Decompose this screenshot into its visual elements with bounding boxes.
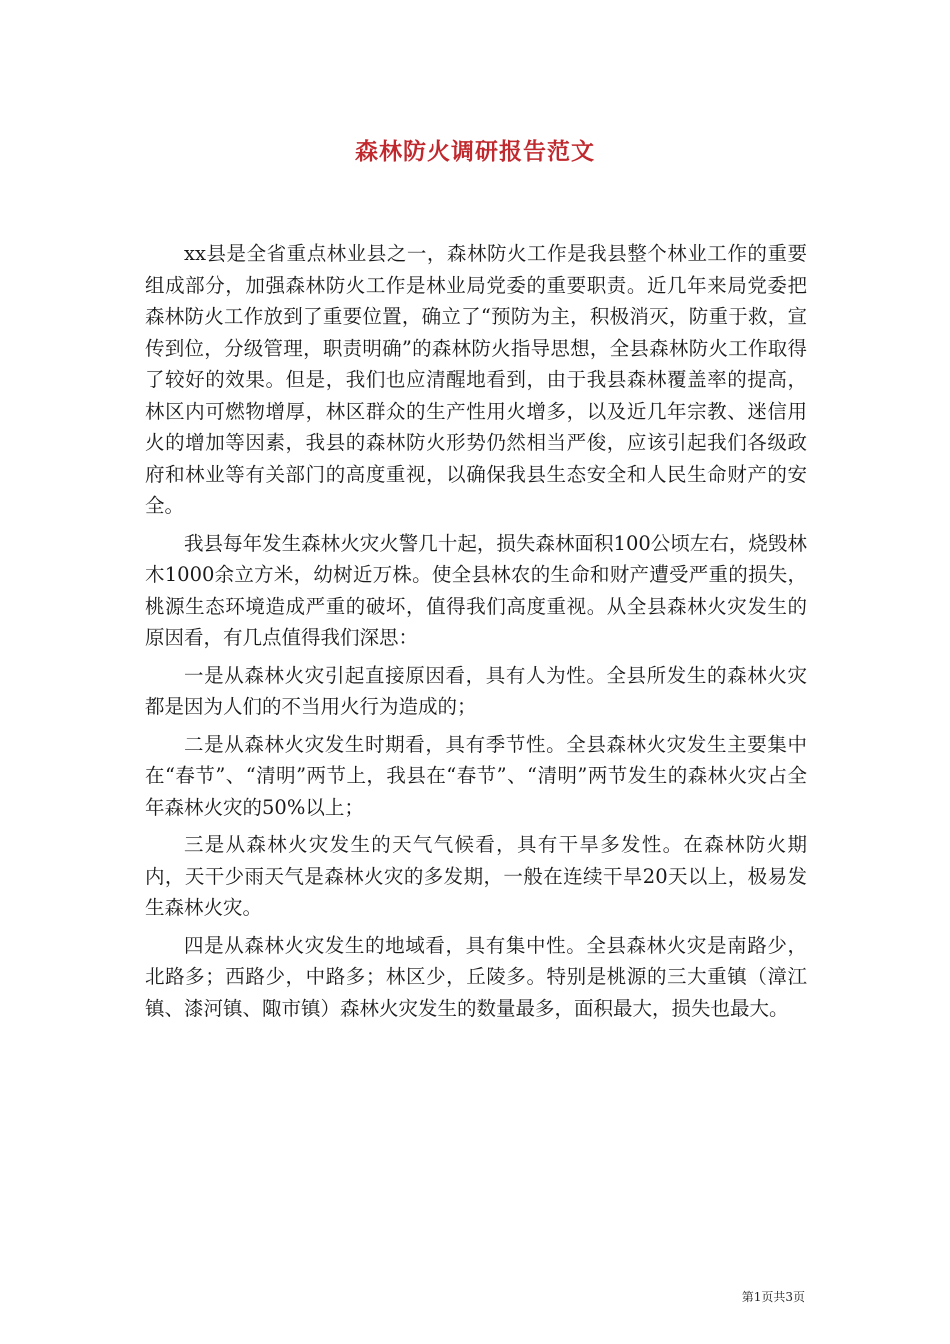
paragraph-point-two: 二是从森林火灾发生时期看，具有季节性。全县森林火灾发生主要集中在“春节”、“清明”两节上，我县在“春节”、“清明”两节发生的森林火灾占全年森林火灾的50%以上； xyxy=(145,732,807,819)
paragraph-point-one: 一是从森林火灾引起直接原因看，具有人为性。全县所发生的森林火灾都是因为人们的不当用火行为造成的； xyxy=(145,663,807,718)
page-number-footer: 第1页共3页 xyxy=(741,1290,805,1304)
document-body xyxy=(145,238,807,1030)
paragraph-point-three: 三是从森林火灾发生的天气气候看，具有干旱多发性。在森林防火期内，天干少雨天气是森林火灾的多发期，一般在连续干旱20天以上，极易发生森林火灾。 xyxy=(145,833,807,919)
paragraph-intro: xx县是全省重点林业县之一，森林防火工作是我县整个林业工作的重要组成部分，加强森林防火工作是林业局党委的重要职责。近几年来局党委把森林防火工作放到了重要位置，确立了“预防为主，积极消灭，防重于救，宣传到位，分级管理，职责明确”的森林防火指导思想，全县森林防火工作取得了较好的效果。但是，我们也应清醒地看到，由于我县森林覆盖率的提高，林区内可燃物增厚，林区群众的生产性用火增多，以及近几年宗教、迷信用火的增加等因素，我县的森林防火形势仍然相当严俊，应该引起我们各级政府和林业等有关部门的高度重视，以确保我县生态安全和人民生命财产的安全。 xyxy=(145,242,807,517)
paragraph-point-four: 四是从森林火灾发生的地域看，具有集中性。全县森林火灾是南路少，北路多；西路少，中路多；林区少，丘陵多。特别是桃源的三大重镇（漳江镇、漆河镇、陬市镇）森林火灾发生的数量最多，面积最大，损失也最大。 xyxy=(145,933,807,1020)
document-title: 森林防火调研报告范文 xyxy=(355,138,595,165)
paragraph-statistics: 我县每年发生森林火灾火警几十起，损失森林面积100公顷左右，烧毁林木1000余立方米，幼树近万株。使全县林农的生命和财产遭受严重的损失，桃源生态环境造成严重的破坏，值得我们高度重视。从全县森林火灾发生的原因看，有几点值得我们深思： xyxy=(145,531,807,649)
